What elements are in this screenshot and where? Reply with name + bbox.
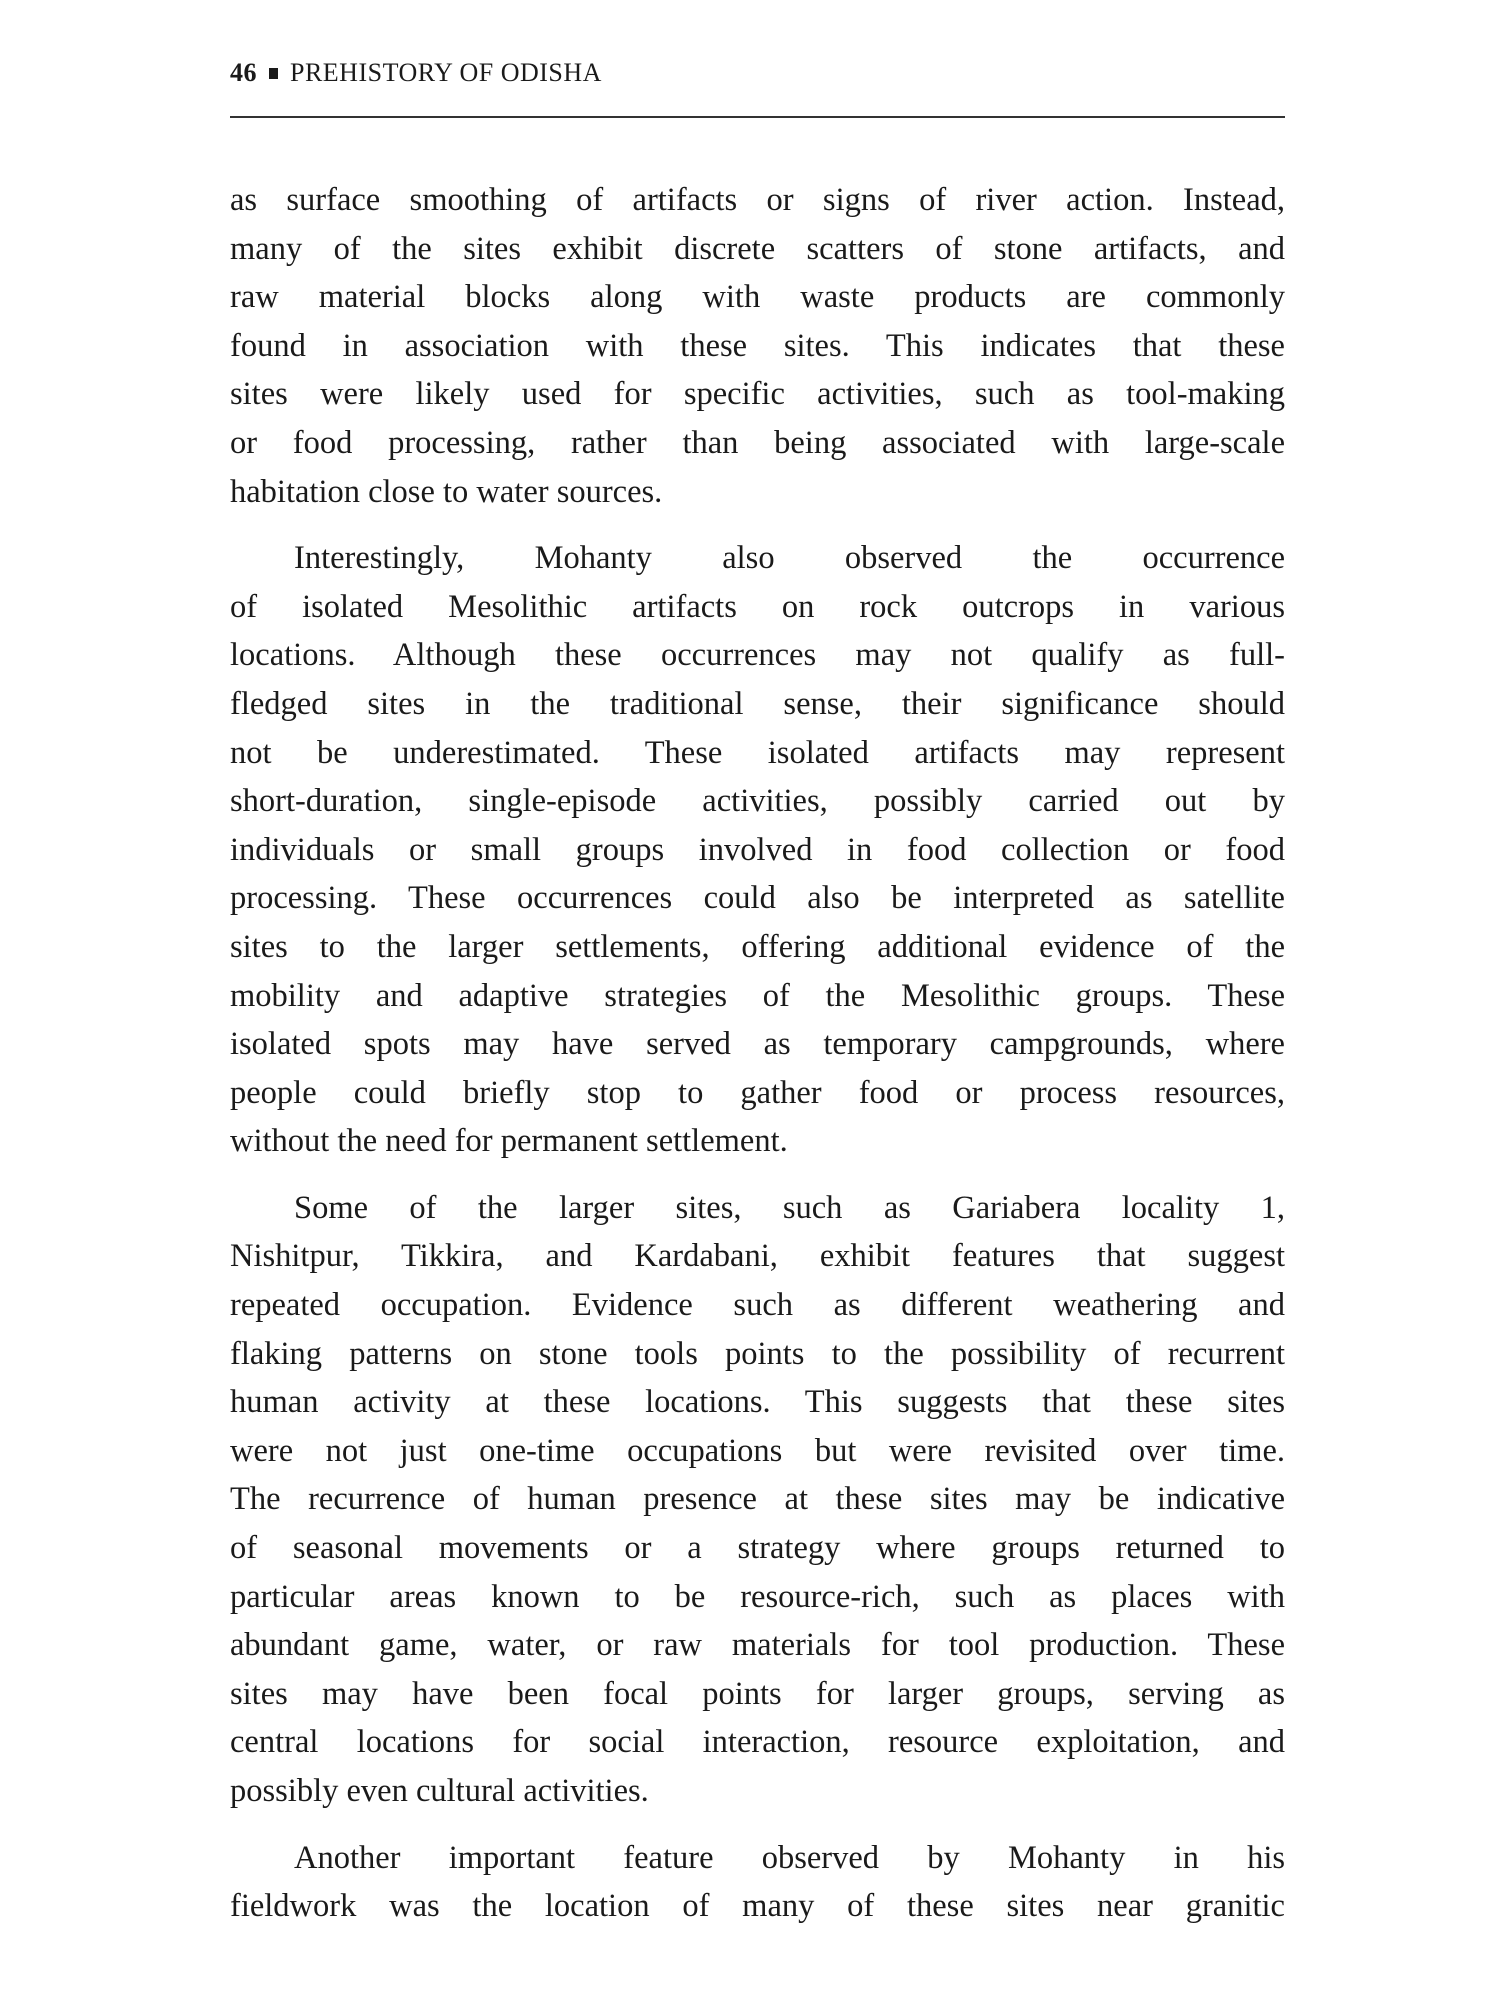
text-line: people could briefly stop to gather food or process resources, [230,1074,1285,1111]
text-line: Another important feature observed by Mohanty in his [294,1839,1285,1876]
text-line: not be underestimated. These isolated artifacts may represent [230,734,1285,771]
text-line: human activity at these locations. This suggests that these sites [230,1384,1285,1421]
text-line: Some of the larger sites, such as Gariabera locality 1, [294,1189,1285,1226]
text-line: sites were likely used for specific activities, such as tool-making [230,376,1285,413]
text-line: many of the sites exhibit discrete scatters of stone artifacts, and [230,230,1285,267]
running-title: PREHISTORY OF ODISHA [290,58,602,87]
text-line: found in association with these sites. This indicates that these [230,327,1285,364]
running-header [230,58,602,88]
text-line: Nishitpur, Tikkira, and Kardabani, exhibit features that suggest [230,1238,1285,1275]
text-line: fieldwork was the location of many of these sites near granitic [230,1888,1285,1925]
text-line: isolated spots may have served as temporary campgrounds, where [230,1026,1285,1063]
text-line: repeated occupation. Evidence such as different weathering and [230,1287,1285,1324]
text-line: raw material blocks along with waste products are commonly [230,279,1285,316]
text-line: fledged sites in the traditional sense, their significance should [230,685,1285,722]
text-line: possibly even cultural activities. [230,1773,649,1809]
text-line: processing. These occurrences could also be interpreted as satellite [230,880,1285,917]
paragraph [230,534,1285,1166]
text-line: sites to the larger settlements, offering additional evidence of the [230,928,1285,965]
paragraph [230,1184,1285,1816]
text-line: habitation close to water sources. [230,473,663,510]
text-line: without the need for permanent settlement. [230,1123,788,1160]
text-line: abundant game, water, or raw materials for tool production. These [230,1627,1285,1664]
text-line: as surface smoothing of artifacts or signs of river action. Instead, [230,182,1285,218]
text-line: short-duration, single-episode activities, possibly carried out by [230,783,1285,820]
text-line: individuals or small groups involved in food collection or food [230,831,1285,868]
text-line: of seasonal movements or a strategy where groups returned to [230,1530,1285,1567]
text-line: mobility and adaptive strategies of the Mesolithic groups. These [230,977,1285,1014]
text-line: or food processing, rather than being associated with large-scale [230,424,1285,461]
text-line: flaking patterns on stone tools points to the possibility of recurrent [230,1335,1285,1372]
square-bullet-icon [269,68,278,79]
text-line: Interestingly, Mohanty also observed the occurrence [294,540,1285,577]
text-line: were not just one-time occupations but were revisited over time. [230,1432,1285,1469]
paragraph [230,176,1285,516]
header-rule [230,116,1285,118]
text-line: locations. Although these occurrences may not qualify as full- [230,637,1285,674]
paragraph [230,1834,1285,1931]
text-line: of isolated Mesolithic artifacts on rock outcrops in various [230,588,1285,625]
text-line: sites may have been focal points for larger groups, serving as [230,1675,1285,1712]
text-line: The recurrence of human presence at these sites may be indicative [230,1481,1285,1518]
body-text [230,176,1285,1949]
text-line: particular areas known to be resource-rich, such as places with [230,1578,1285,1615]
text-line: central locations for social interaction, resource exploitation, and [230,1724,1285,1761]
page-number: 46 [230,58,257,87]
